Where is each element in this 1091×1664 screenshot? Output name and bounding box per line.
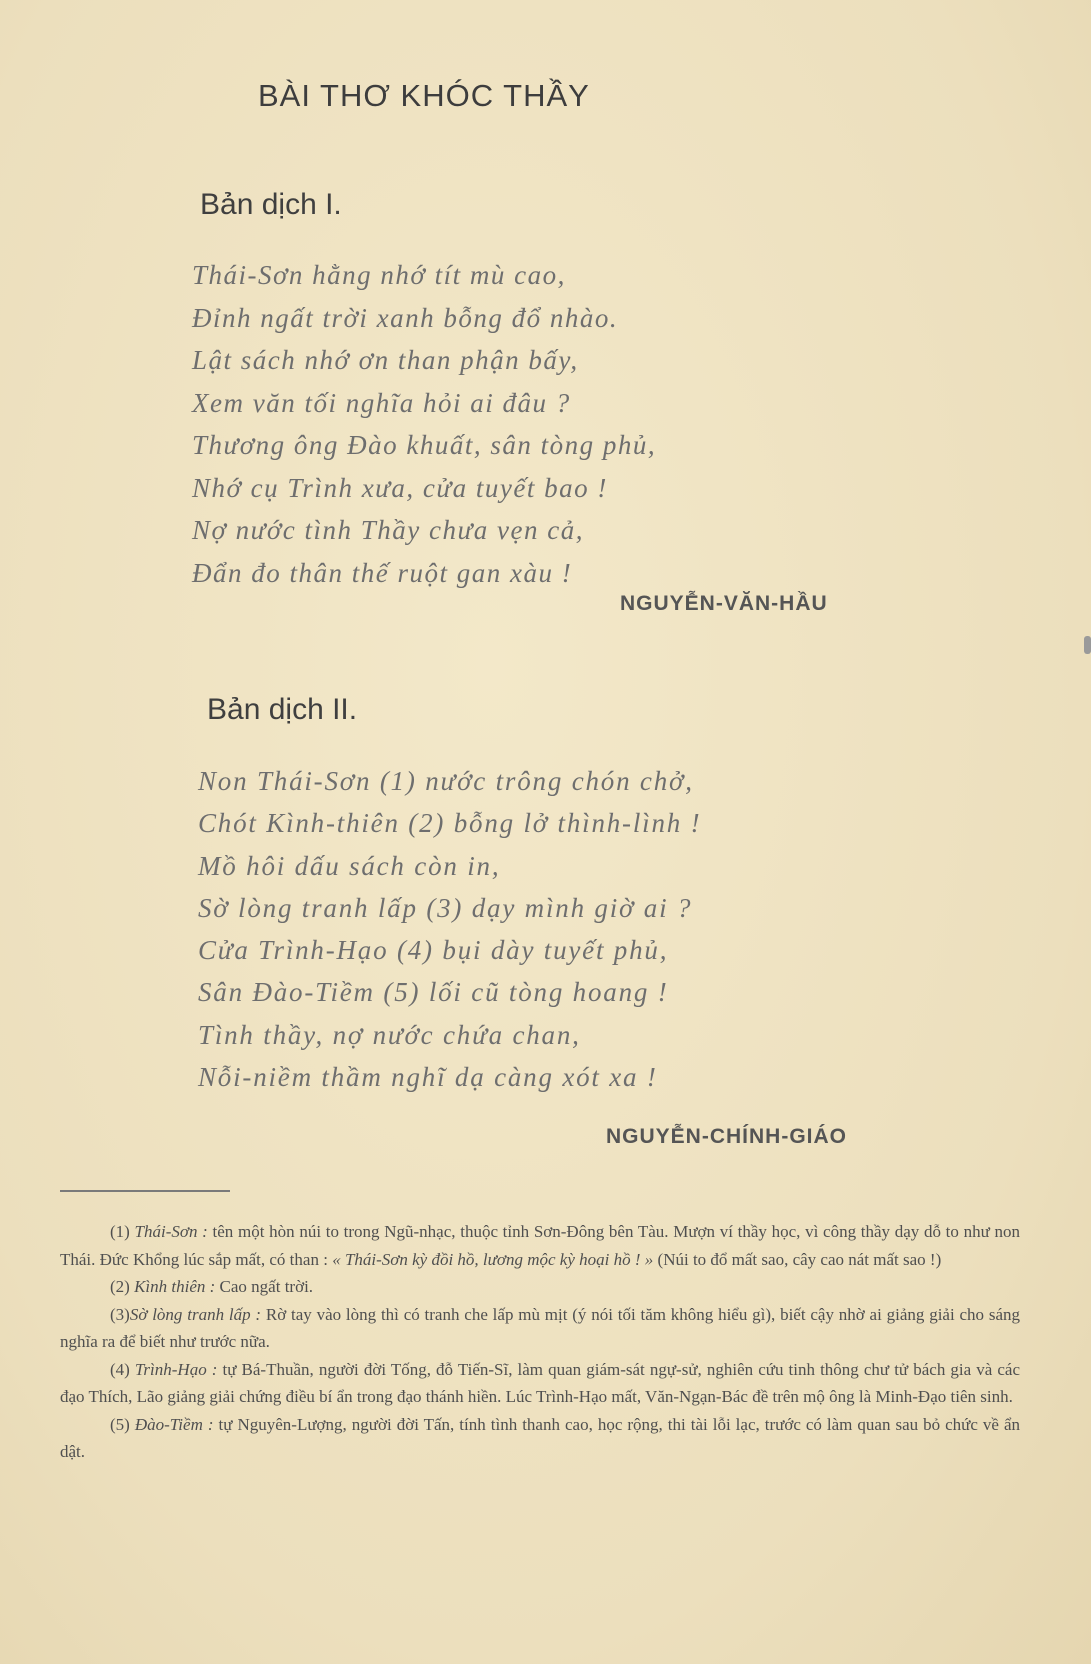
footnote-text: tự Nguyên-Lượng, người đời Tấn, tính tình thanh cao, học rộng, thi tài lỗi lạc, trước có làm quan sau bỏ chức về ẩn dật.: [60, 1414, 1021, 1461]
poem-line: Mồ hôi dấu sách còn in,: [198, 850, 501, 881]
poem-line: Sờ lòng tranh lấp (3) dạy mình giờ ai ?: [198, 892, 693, 923]
poem-line: Thái-Sơn hằng nhớ tít mù cao,: [192, 260, 566, 290]
footnote-quote: « Thái-Sơn kỳ đồi hồ, lương mộc kỳ hoại hồ ! »: [332, 1249, 654, 1269]
footnote-term: Kình thiên :: [134, 1277, 216, 1296]
poem-line: Đẩn đo thân thế ruột gan xàu !: [192, 557, 573, 588]
footnote-text: Rờ tay vào lòng thì có tranh che lấp mù mịt (ý nói tối tăm không hiểu gì), biết cậy nhờ ai giảng giải cho sáng nghĩa ra để biết như trước nữa.: [60, 1304, 1020, 1351]
poem-line: Lật sách nhớ ơn than phận bấy,: [192, 345, 579, 375]
poem-line: Chót Kình-thiên (2) bỗng lở thình-lình !: [198, 808, 702, 839]
footnote-after: (Núi to đổ mất sao, cây cao nát mất sao !): [657, 1249, 942, 1269]
footnote-number: (1): [110, 1222, 130, 1241]
author-signature-1: NGUYỄN-VĂN-HẦU: [620, 592, 828, 615]
poem-line: Sân Đào-Tiềm (5) lối cũ tòng hoang !: [198, 977, 669, 1008]
footnote-term: Thái-Sơn :: [134, 1222, 208, 1241]
footnote-2: [60, 1273, 1020, 1301]
poem-line: Nhớ cụ Trình xưa, cửa tuyết bao !: [192, 472, 608, 503]
footnote-term: Sờ lòng tranh lấp :: [129, 1304, 262, 1324]
poem-line: Nỗi-niềm thầm nghĩ dạ càng xót xa !: [198, 1062, 658, 1093]
footnotes: [60, 1218, 1020, 1466]
poem-line: Đỉnh ngất trời xanh bỗng đổ nhào.: [192, 302, 619, 333]
poem-line: Non Thái-Sơn (1) nước trông chón chở,: [198, 766, 694, 796]
poem-translation-1: [192, 254, 656, 594]
author-signature-2: NGUYỄN-CHÍNH-GIÁO: [606, 1125, 847, 1148]
footnote-3: [60, 1301, 1020, 1356]
footnote-term: Đào-Tiềm :: [134, 1414, 214, 1434]
footnote-5: [60, 1411, 1020, 1466]
page-title: BÀI THƠ KHÓC THẦY: [258, 78, 590, 113]
footnote-text: Cao ngất trời.: [219, 1277, 314, 1296]
page-edge-mark: [1084, 636, 1091, 654]
footnote-text: tên một hòn núi to trong Ngũ-nhạc, thuộc tỉnh Sơn-Đông bên Tàu. Mượn ví thầy học, vì công thầy dạy dỗ to như non Thái. Đức Khổng lúc sắp mất, có than :: [60, 1222, 1021, 1269]
footnote-term: Trình-Hạo :: [134, 1359, 218, 1379]
poem-translation-2: [198, 760, 701, 1098]
poem-line: Thương ông Đào khuất, sân tòng phủ,: [192, 430, 657, 460]
poem-line: Nợ nước tình Thầy chưa vẹn cả,: [192, 515, 584, 545]
footnote-number: (2): [110, 1277, 130, 1296]
footnote-number: (5): [110, 1414, 130, 1434]
footnote-text: tự Bá-Thuần, người đời Tống, đỗ Tiến-Sĩ, làm quan giám-sát ngự-sử, nghiên cứu tinh thông chư tử bách gia và các đạo Thích, Lão giảng giải chứng điều bí ẩn trong đạo thánh hiền. Lúc Trình-Hạo mất, Văn-Ngạn-Bác đề trên mộ ông là Minh-Đạo tiên sinh.: [60, 1359, 1020, 1406]
poem-line: Cửa Trình-Hạo (4) bụi dày tuyết phủ,: [198, 935, 669, 966]
section-heading-1: Bản dịch I.: [200, 188, 342, 221]
poem-line: Tình thầy, nợ nước chứa chan,: [198, 1019, 581, 1050]
footnote-divider: [60, 1190, 230, 1192]
footnote-number: (4): [110, 1359, 130, 1379]
footnote-number: (3): [110, 1304, 130, 1324]
footnote-4: [60, 1356, 1020, 1411]
section-heading-2: Bản dịch II.: [207, 693, 358, 726]
poem-line: Xem văn tối nghĩa hỏi ai đâu ?: [192, 387, 571, 418]
footnote-1: [60, 1218, 1020, 1273]
